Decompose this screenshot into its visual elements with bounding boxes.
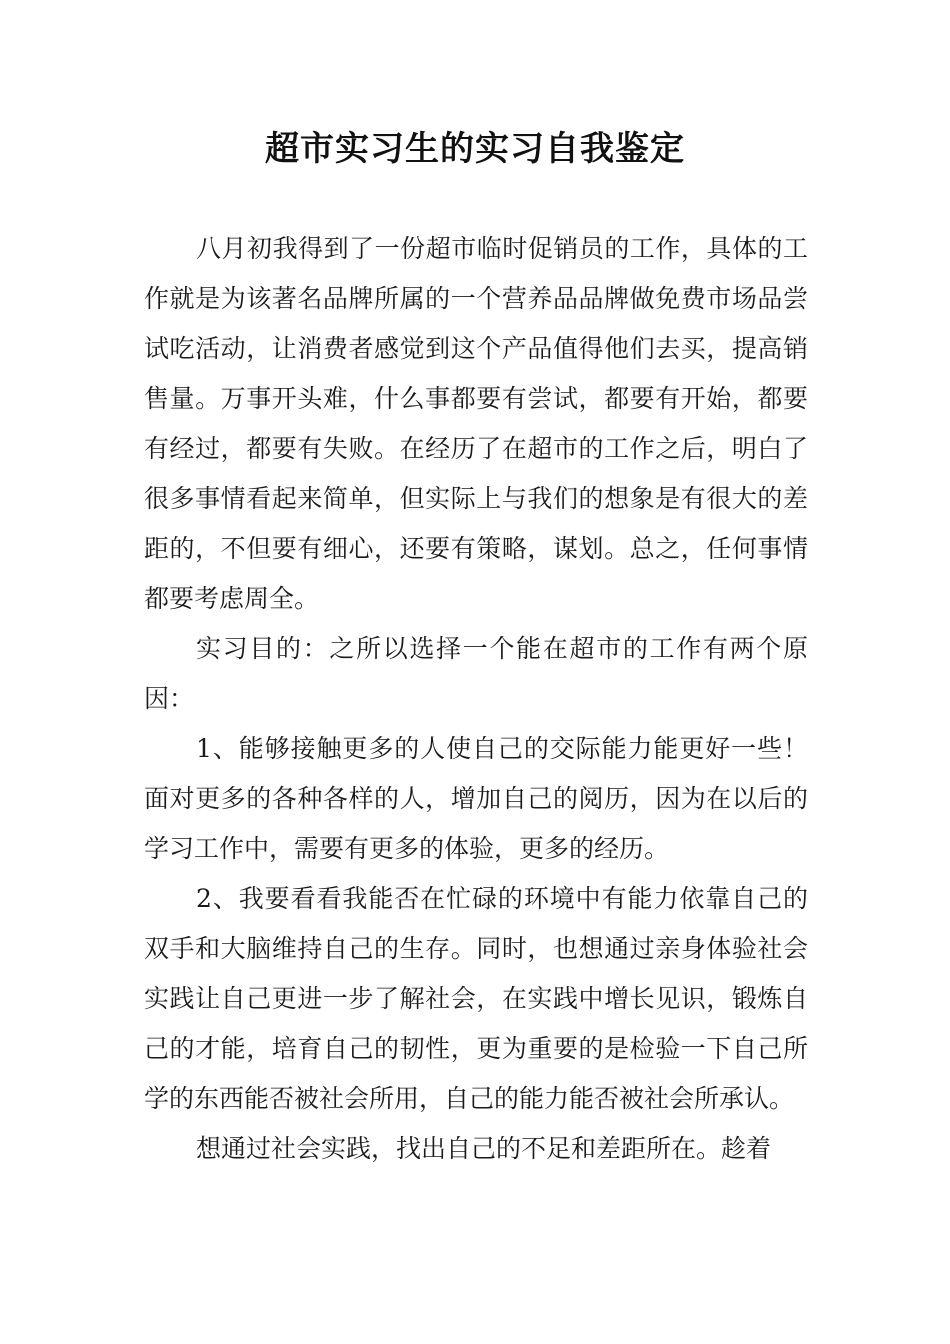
paragraph-purpose: 实习目的：之所以选择一个能在超市的工作有两个原因：	[144, 634, 808, 713]
document-body	[144, 224, 808, 1174]
paragraph-continuation: 想通过社会实践，找出自己的不足和差距所在。趁着	[196, 1134, 772, 1163]
document-title: 超市实习生的实习自我鉴定	[265, 129, 685, 169]
paragraph-intro: 八月初我得到了一份超市临时促销员的工作，具体的工作就是为该著名品牌所属的一个营养品品牌做免费市场品尝试吃活动，让消费者感觉到这个产品值得他们去买，提高销售量。万事开头难，什么事都要有尝试，都要有开始，都要有经过，都要有失败。在经历了在超市的工作之后，明白了很多事情看起来简单，但实际上与我们的想象是有很大的差距的，不但要有细心，还要有策略，谋划。总之，任何事情都要考虑周全。	[144, 234, 808, 613]
paragraph-reason-2: 2、我要看看我能否在忙碌的环境中有能力依靠自己的双手和大脑维持自己的生存。同时，也想通过亲身体验社会实践让自己更进一步了解社会，在实践中增长见识，锻炼自己的才能，培育自己的韧性，更为重要的是检验一下自己所学的东西能否被社会所用，自己的能力能否被社会所承认。	[144, 884, 808, 1113]
paragraph-reason-1: 1、能够接触更多的人使自己的交际能力能更好一些！面对更多的各种各样的人，增加自己的阅历，因为在以后的学习工作中，需要有更多的体验，更多的经历。	[144, 734, 808, 863]
